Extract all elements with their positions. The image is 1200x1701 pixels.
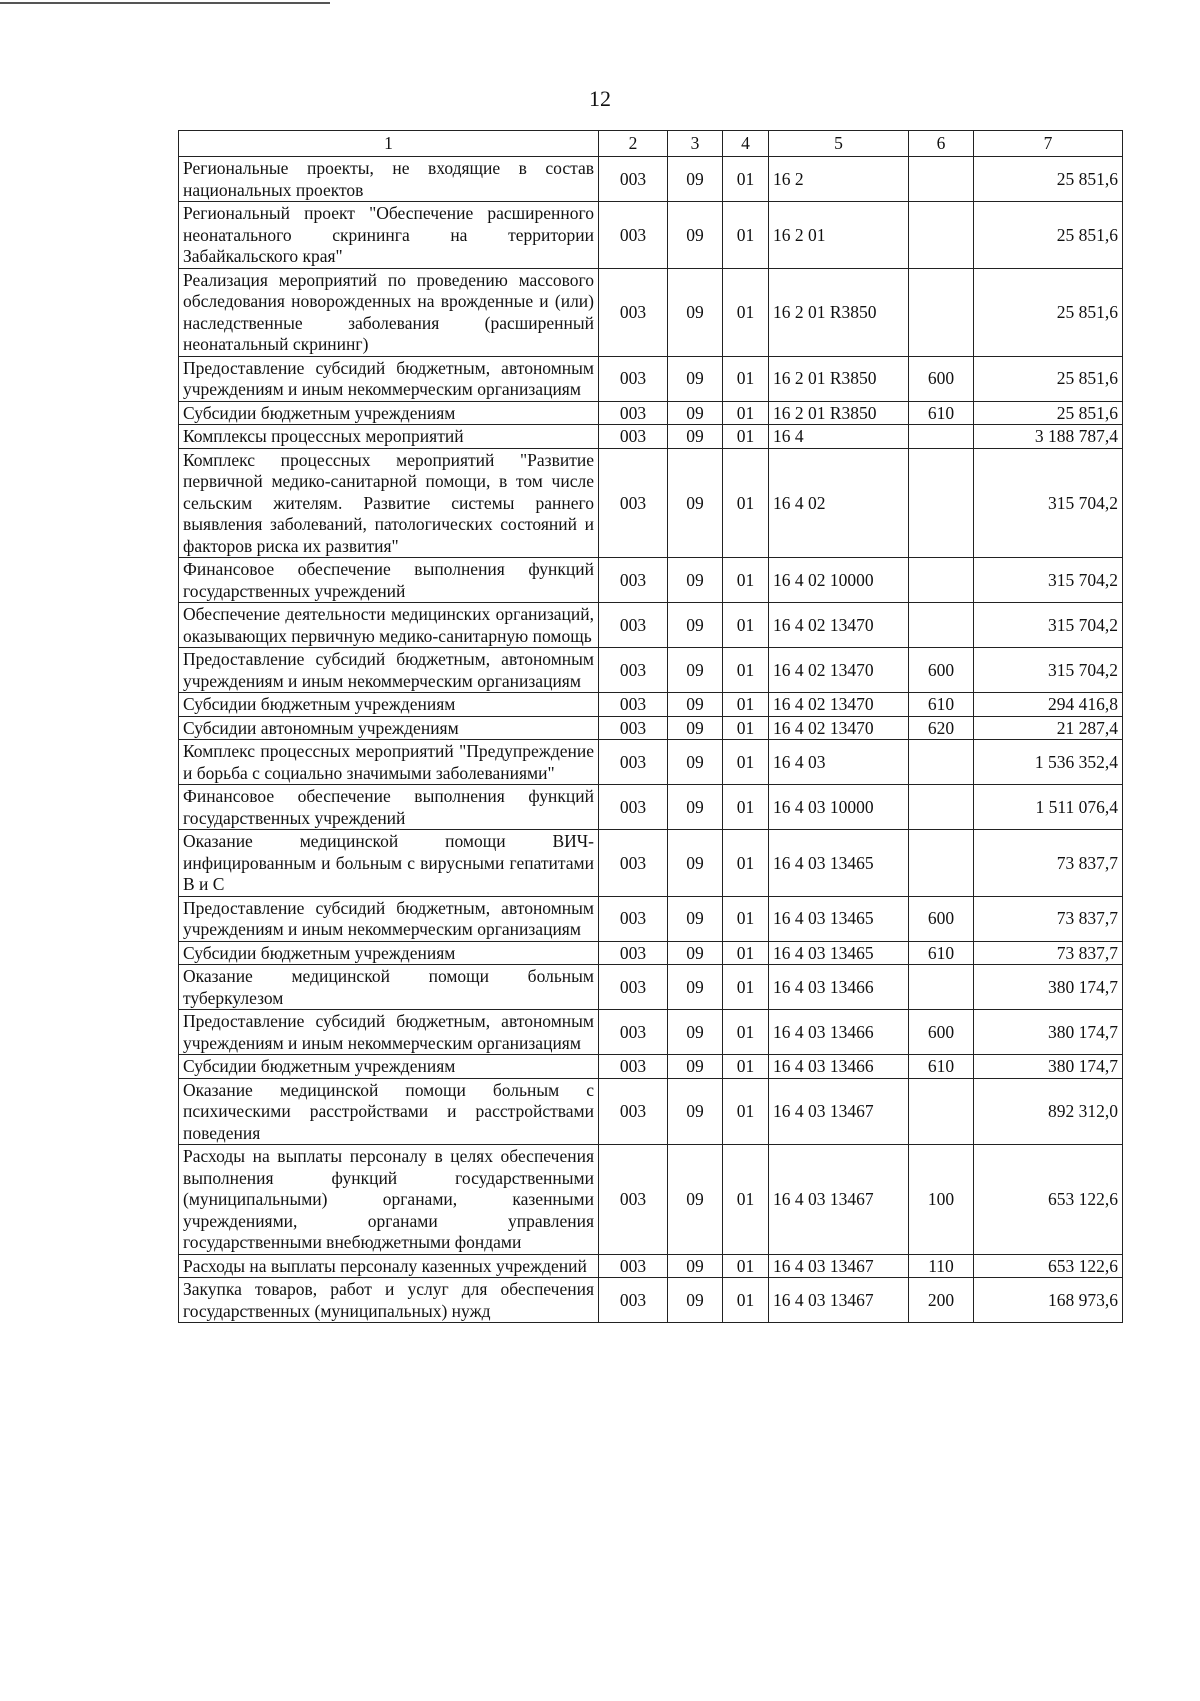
expense-type-cell xyxy=(909,448,974,558)
expense-name-cell: Закупка товаров, работ и услуг для обеспечения государственных (муниципальных) нужд xyxy=(179,1278,599,1323)
section-code-cell: 09 xyxy=(668,1078,723,1145)
ministry-code-cell: 003 xyxy=(599,1254,668,1278)
subsection-code-cell: 01 xyxy=(723,202,769,269)
expense-type-cell xyxy=(909,785,974,830)
page-number: 12 xyxy=(589,86,611,111)
table-row xyxy=(179,693,1123,717)
amount-cell: 294 416,8 xyxy=(974,693,1123,717)
section-code-cell: 09 xyxy=(668,356,723,401)
amount-cell: 315 704,2 xyxy=(974,603,1123,648)
amount-cell: 25 851,6 xyxy=(974,268,1123,356)
table-row xyxy=(179,830,1123,897)
subsection-code-cell: 01 xyxy=(723,1278,769,1323)
ministry-code-cell: 003 xyxy=(599,830,668,897)
table-body xyxy=(179,157,1123,1323)
ministry-code-cell: 003 xyxy=(599,941,668,965)
target-article-cell: 16 4 03 13465 xyxy=(769,830,909,897)
expense-type-cell: 610 xyxy=(909,941,974,965)
expense-type-cell: 620 xyxy=(909,716,974,740)
table-row xyxy=(179,1278,1123,1323)
table-row xyxy=(179,785,1123,830)
section-code-cell: 09 xyxy=(668,1145,723,1255)
expense-type-cell xyxy=(909,1078,974,1145)
table-row xyxy=(179,356,1123,401)
target-article-cell: 16 4 03 13467 xyxy=(769,1145,909,1255)
amount-cell: 3 188 787,4 xyxy=(974,425,1123,449)
expense-type-cell: 200 xyxy=(909,1278,974,1323)
column-header-5: 5 xyxy=(769,131,909,157)
target-article-cell: 16 4 03 13466 xyxy=(769,1010,909,1055)
expense-name-cell: Субсидии бюджетным учреждениям xyxy=(179,941,599,965)
subsection-code-cell: 01 xyxy=(723,356,769,401)
expense-type-cell xyxy=(909,425,974,449)
expense-name-cell: Расходы на выплаты персоналу в целях обеспечения выполнения функций государственными (муниципальными) органами, казенными учреждениями, органами управления государственными внебюджетными фондами xyxy=(179,1145,599,1255)
subsection-code-cell: 01 xyxy=(723,268,769,356)
expense-name-cell: Комплекс процессных мероприятий "Развитие первичной медико-санитарной помощи, в том числе сельским жителям. Развитие системы раннего выявления заболеваний, патологических состояний и факторов риска их развития" xyxy=(179,448,599,558)
expense-name-cell: Субсидии бюджетным учреждениям xyxy=(179,401,599,425)
ministry-code-cell: 003 xyxy=(599,1078,668,1145)
subsection-code-cell: 01 xyxy=(723,1145,769,1255)
table-row xyxy=(179,558,1123,603)
top-border-line xyxy=(0,2,330,4)
ministry-code-cell: 003 xyxy=(599,603,668,648)
expense-type-cell: 600 xyxy=(909,896,974,941)
ministry-code-cell: 003 xyxy=(599,1145,668,1255)
expense-name-cell: Комплекс процессных мероприятий "Предупреждение и борьба с социально значимыми заболеваниями" xyxy=(179,740,599,785)
subsection-code-cell: 01 xyxy=(723,1010,769,1055)
column-header-2: 2 xyxy=(599,131,668,157)
target-article-cell: 16 4 02 13470 xyxy=(769,716,909,740)
table-row xyxy=(179,941,1123,965)
expense-type-cell xyxy=(909,268,974,356)
expense-type-cell xyxy=(909,558,974,603)
target-article-cell: 16 2 01 R3850 xyxy=(769,356,909,401)
section-code-cell: 09 xyxy=(668,1254,723,1278)
expense-name-cell: Реализация мероприятий по проведению массового обследования новорожденных на врожденные и (или) наследственные заболевания (расширенный неонатальный скрининг) xyxy=(179,268,599,356)
column-header-4: 4 xyxy=(723,131,769,157)
target-article-cell: 16 4 03 xyxy=(769,740,909,785)
ministry-code-cell: 003 xyxy=(599,693,668,717)
expense-type-cell xyxy=(909,603,974,648)
amount-cell: 380 174,7 xyxy=(974,1010,1123,1055)
table-row xyxy=(179,1078,1123,1145)
target-article-cell: 16 4 02 13470 xyxy=(769,693,909,717)
expense-type-cell xyxy=(909,965,974,1010)
expense-name-cell: Обеспечение деятельности медицинских организаций, оказывающих первичную медико-санитарную помощь xyxy=(179,603,599,648)
expense-name-cell: Региональный проект "Обеспечение расширенного неонатального скрининга на территории Забайкальского края" xyxy=(179,202,599,269)
section-code-cell: 09 xyxy=(668,558,723,603)
amount-cell: 25 851,6 xyxy=(974,202,1123,269)
target-article-cell: 16 4 03 13467 xyxy=(769,1078,909,1145)
expense-name-cell: Предоставление субсидий бюджетным, автономным учреждениям и иным некоммерческим организациям xyxy=(179,1010,599,1055)
section-code-cell: 09 xyxy=(668,401,723,425)
table-row xyxy=(179,157,1123,202)
expense-name-cell: Оказание медицинской помощи больным с психическими расстройствами и расстройствами поведения xyxy=(179,1078,599,1145)
target-article-cell: 16 4 03 13467 xyxy=(769,1278,909,1323)
target-article-cell: 16 4 xyxy=(769,425,909,449)
subsection-code-cell: 01 xyxy=(723,425,769,449)
target-article-cell: 16 4 02 10000 xyxy=(769,558,909,603)
expense-type-cell: 600 xyxy=(909,356,974,401)
expense-name-cell: Региональные проекты, не входящие в состав национальных проектов xyxy=(179,157,599,202)
table-row xyxy=(179,448,1123,558)
expense-type-cell xyxy=(909,157,974,202)
ministry-code-cell: 003 xyxy=(599,448,668,558)
expense-type-cell: 100 xyxy=(909,1145,974,1255)
expense-type-cell xyxy=(909,830,974,897)
section-code-cell: 09 xyxy=(668,740,723,785)
table-row xyxy=(179,740,1123,785)
ministry-code-cell: 003 xyxy=(599,157,668,202)
target-article-cell: 16 2 01 xyxy=(769,202,909,269)
table-row xyxy=(179,1145,1123,1255)
target-article-cell: 16 4 03 13466 xyxy=(769,965,909,1010)
subsection-code-cell: 01 xyxy=(723,716,769,740)
section-code-cell: 09 xyxy=(668,941,723,965)
target-article-cell: 16 4 03 13467 xyxy=(769,1254,909,1278)
amount-cell: 25 851,6 xyxy=(974,356,1123,401)
subsection-code-cell: 01 xyxy=(723,896,769,941)
table-row xyxy=(179,603,1123,648)
expense-name-cell: Субсидии бюджетным учреждениям xyxy=(179,693,599,717)
target-article-cell: 16 4 02 xyxy=(769,448,909,558)
amount-cell: 653 122,6 xyxy=(974,1145,1123,1255)
expense-type-cell: 610 xyxy=(909,401,974,425)
subsection-code-cell: 01 xyxy=(723,785,769,830)
subsection-code-cell: 01 xyxy=(723,603,769,648)
section-code-cell: 09 xyxy=(668,1010,723,1055)
amount-cell: 315 704,2 xyxy=(974,558,1123,603)
expense-type-cell: 600 xyxy=(909,648,974,693)
expense-name-cell: Финансовое обеспечение выполнения функций государственных учреждений xyxy=(179,558,599,603)
section-code-cell: 09 xyxy=(668,965,723,1010)
section-code-cell: 09 xyxy=(668,648,723,693)
subsection-code-cell: 01 xyxy=(723,1055,769,1079)
table-row xyxy=(179,425,1123,449)
ministry-code-cell: 003 xyxy=(599,401,668,425)
expense-type-cell: 600 xyxy=(909,1010,974,1055)
table-row xyxy=(179,1055,1123,1079)
subsection-code-cell: 01 xyxy=(723,1078,769,1145)
target-article-cell: 16 2 xyxy=(769,157,909,202)
section-code-cell: 09 xyxy=(668,716,723,740)
section-code-cell: 09 xyxy=(668,1055,723,1079)
expense-type-cell: 110 xyxy=(909,1254,974,1278)
expense-name-cell: Расходы на выплаты персоналу казенных учреждений xyxy=(179,1254,599,1278)
amount-cell: 21 287,4 xyxy=(974,716,1123,740)
table-row xyxy=(179,965,1123,1010)
expense-name-cell: Комплексы процессных мероприятий xyxy=(179,425,599,449)
subsection-code-cell: 01 xyxy=(723,941,769,965)
target-article-cell: 16 4 03 13465 xyxy=(769,941,909,965)
expense-name-cell: Субсидии бюджетным учреждениям xyxy=(179,1055,599,1079)
ministry-code-cell: 003 xyxy=(599,716,668,740)
expense-name-cell: Оказание медицинской помощи больным туберкулезом xyxy=(179,965,599,1010)
subsection-code-cell: 01 xyxy=(723,401,769,425)
ministry-code-cell: 003 xyxy=(599,740,668,785)
ministry-code-cell: 003 xyxy=(599,202,668,269)
subsection-code-cell: 01 xyxy=(723,740,769,785)
amount-cell: 73 837,7 xyxy=(974,896,1123,941)
subsection-code-cell: 01 xyxy=(723,830,769,897)
table-header-row xyxy=(179,131,1123,157)
ministry-code-cell: 003 xyxy=(599,558,668,603)
table-row xyxy=(179,1010,1123,1055)
ministry-code-cell: 003 xyxy=(599,965,668,1010)
amount-cell: 73 837,7 xyxy=(974,941,1123,965)
table-row xyxy=(179,268,1123,356)
ministry-code-cell: 003 xyxy=(599,1010,668,1055)
ministry-code-cell: 003 xyxy=(599,896,668,941)
ministry-code-cell: 003 xyxy=(599,785,668,830)
ministry-code-cell: 003 xyxy=(599,1278,668,1323)
expense-type-cell: 610 xyxy=(909,1055,974,1079)
table-row xyxy=(179,1254,1123,1278)
section-code-cell: 09 xyxy=(668,448,723,558)
subsection-code-cell: 01 xyxy=(723,648,769,693)
section-code-cell: 09 xyxy=(668,830,723,897)
section-code-cell: 09 xyxy=(668,785,723,830)
budget-table xyxy=(178,130,1123,1323)
target-article-cell: 16 4 03 13465 xyxy=(769,896,909,941)
amount-cell: 892 312,0 xyxy=(974,1078,1123,1145)
section-code-cell: 09 xyxy=(668,425,723,449)
amount-cell: 25 851,6 xyxy=(974,157,1123,202)
subsection-code-cell: 01 xyxy=(723,558,769,603)
subsection-code-cell: 01 xyxy=(723,693,769,717)
section-code-cell: 09 xyxy=(668,157,723,202)
amount-cell: 1 511 076,4 xyxy=(974,785,1123,830)
column-header-3: 3 xyxy=(668,131,723,157)
table-row xyxy=(179,401,1123,425)
target-article-cell: 16 2 01 R3850 xyxy=(769,401,909,425)
table-row xyxy=(179,896,1123,941)
expense-name-cell: Финансовое обеспечение выполнения функций государственных учреждений xyxy=(179,785,599,830)
expense-name-cell: Предоставление субсидий бюджетным, автономным учреждениям и иным некоммерческим организациям xyxy=(179,648,599,693)
expense-name-cell: Субсидии автономным учреждениям xyxy=(179,716,599,740)
expense-type-cell: 610 xyxy=(909,693,974,717)
expense-type-cell xyxy=(909,740,974,785)
amount-cell: 380 174,7 xyxy=(974,1055,1123,1079)
amount-cell: 168 973,6 xyxy=(974,1278,1123,1323)
ministry-code-cell: 003 xyxy=(599,425,668,449)
subsection-code-cell: 01 xyxy=(723,448,769,558)
amount-cell: 380 174,7 xyxy=(974,965,1123,1010)
target-article-cell: 16 4 03 10000 xyxy=(769,785,909,830)
section-code-cell: 09 xyxy=(668,202,723,269)
ministry-code-cell: 003 xyxy=(599,1055,668,1079)
ministry-code-cell: 003 xyxy=(599,268,668,356)
ministry-code-cell: 003 xyxy=(599,648,668,693)
target-article-cell: 16 4 02 13470 xyxy=(769,648,909,693)
section-code-cell: 09 xyxy=(668,1278,723,1323)
column-header-6: 6 xyxy=(909,131,974,157)
table-row xyxy=(179,648,1123,693)
section-code-cell: 09 xyxy=(668,603,723,648)
table-row xyxy=(179,716,1123,740)
subsection-code-cell: 01 xyxy=(723,157,769,202)
table-row xyxy=(179,202,1123,269)
expense-name-cell: Предоставление субсидий бюджетным, автономным учреждениям и иным некоммерческим организациям xyxy=(179,896,599,941)
amount-cell: 315 704,2 xyxy=(974,448,1123,558)
column-header-1: 1 xyxy=(179,131,599,157)
section-code-cell: 09 xyxy=(668,896,723,941)
expense-name-cell: Предоставление субсидий бюджетным, автономным учреждениям и иным некоммерческим организациям xyxy=(179,356,599,401)
amount-cell: 1 536 352,4 xyxy=(974,740,1123,785)
subsection-code-cell: 01 xyxy=(723,1254,769,1278)
amount-cell: 315 704,2 xyxy=(974,648,1123,693)
expense-name-cell: Оказание медицинской помощи ВИЧ-инфицированным и больным с вирусными гепатитами В и С xyxy=(179,830,599,897)
ministry-code-cell: 003 xyxy=(599,356,668,401)
column-header-7: 7 xyxy=(974,131,1123,157)
section-code-cell: 09 xyxy=(668,693,723,717)
target-article-cell: 16 2 01 R3850 xyxy=(769,268,909,356)
section-code-cell: 09 xyxy=(668,268,723,356)
amount-cell: 73 837,7 xyxy=(974,830,1123,897)
expense-type-cell xyxy=(909,202,974,269)
amount-cell: 653 122,6 xyxy=(974,1254,1123,1278)
target-article-cell: 16 4 03 13466 xyxy=(769,1055,909,1079)
target-article-cell: 16 4 02 13470 xyxy=(769,603,909,648)
amount-cell: 25 851,6 xyxy=(974,401,1123,425)
subsection-code-cell: 01 xyxy=(723,965,769,1010)
